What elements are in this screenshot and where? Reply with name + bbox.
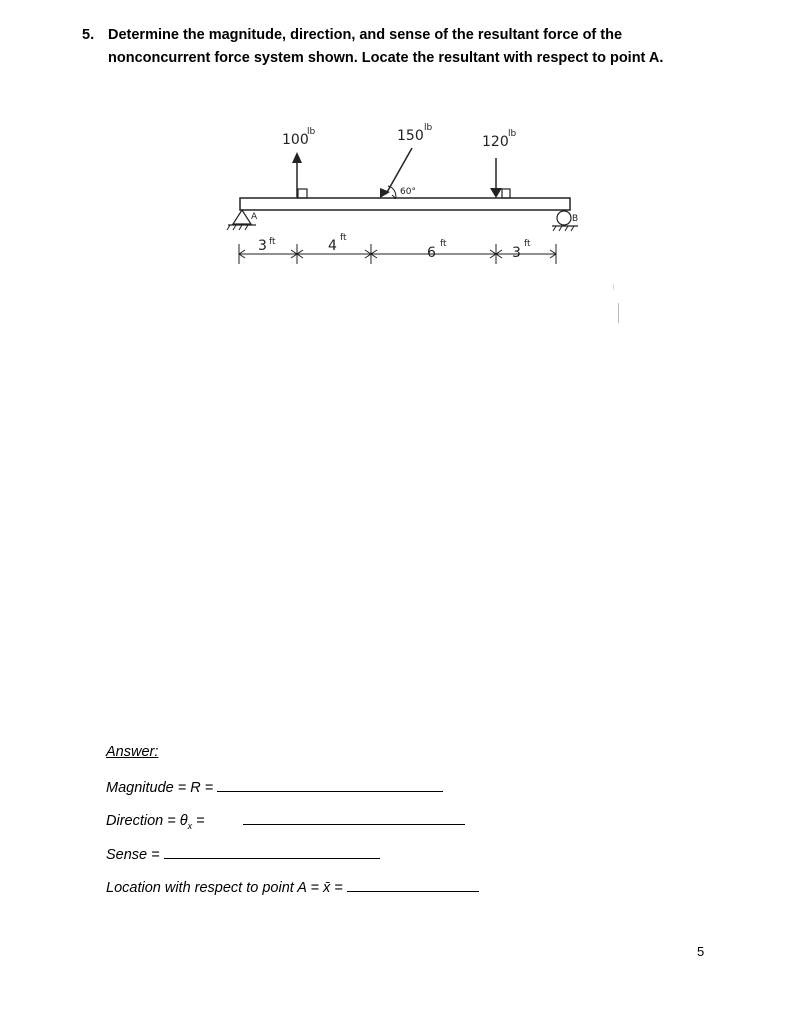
magnitude-label: Magnitude = R =	[106, 780, 218, 796]
scan-mark	[618, 303, 619, 323]
support-a-pin	[227, 210, 258, 230]
page-number: 5	[697, 944, 705, 959]
direction-row	[106, 810, 465, 831]
direction-subscript: x	[187, 820, 193, 831]
dim-1-unit: ft	[269, 237, 276, 247]
dim-2-value: 4	[328, 238, 337, 254]
beam-diagram	[220, 112, 600, 287]
direction-eq: =	[192, 813, 205, 829]
magnitude-blank[interactable]	[217, 777, 443, 792]
question-block	[82, 24, 722, 70]
force-1-unit: lb	[307, 127, 316, 137]
answer-title: Answer:	[106, 744, 159, 760]
support-b-roller	[552, 211, 578, 231]
force-3-arrow	[490, 158, 510, 198]
sense-row	[106, 844, 380, 863]
force-3-unit: lb	[508, 129, 517, 139]
question-number: 5.	[82, 27, 95, 43]
force-2-value: 150	[397, 128, 424, 144]
location-blank[interactable]	[347, 877, 479, 892]
direction-blank[interactable]	[243, 810, 465, 825]
magnitude-row	[106, 777, 443, 796]
dim-3-unit: ft	[440, 239, 447, 249]
force-2-arrow	[380, 148, 416, 199]
force-1-arrow	[292, 152, 307, 198]
support-b-label: B	[572, 214, 579, 224]
force-2-unit: lb	[424, 123, 433, 133]
location-label: Location with respect to point A = x̄ =	[106, 880, 347, 896]
force-1-value: 100	[282, 132, 309, 148]
dim-3-value: 6	[427, 245, 436, 261]
sense-label: Sense =	[106, 847, 164, 863]
support-a-label: A	[251, 212, 258, 222]
direction-label: Direction = θ	[106, 813, 188, 829]
location-row	[106, 877, 479, 896]
dim-2-unit: ft	[340, 233, 347, 243]
question-text: Determine the magnitude, direction, and sense of the resultant force of the nonconcurrent force system shown. Locate the resultant with respect to point A.	[108, 27, 664, 66]
dim-4-unit: ft	[524, 239, 531, 249]
beam	[240, 198, 570, 210]
dim-1-value: 3	[258, 238, 267, 254]
scan-mark	[613, 284, 614, 290]
force-3-value: 120	[482, 134, 509, 150]
dimension-line	[239, 244, 556, 264]
force-2-angle: 60°	[400, 187, 416, 197]
dim-4-value: 3	[512, 245, 521, 261]
sense-blank[interactable]	[164, 844, 380, 859]
